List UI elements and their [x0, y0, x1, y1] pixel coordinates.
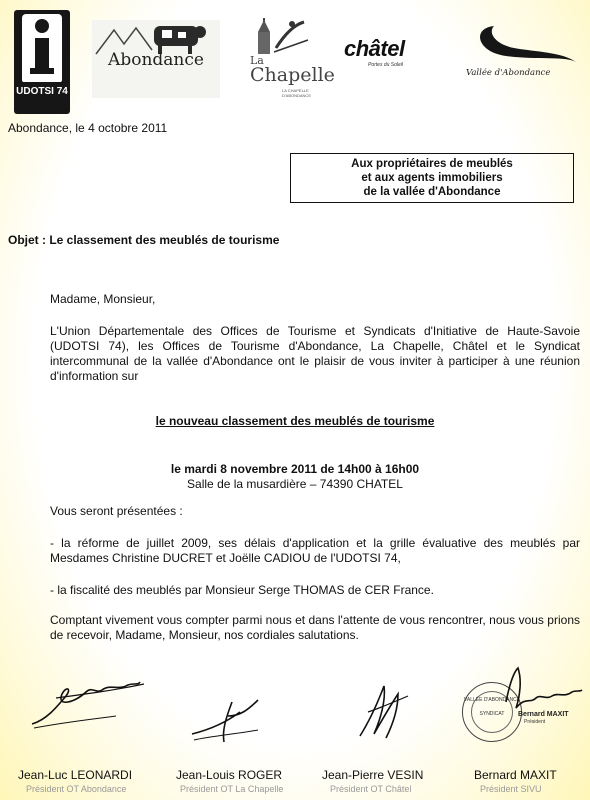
presentation-item: - la réforme de juillet 2009, ses délais d'application et la grille évaluative des meublés par Mesdames Christine DUCRET et Joëlle CADIOU de l'UDOTSI 74,: [50, 536, 580, 565]
info-i-icon: [22, 14, 62, 82]
signature-vesin: [350, 676, 420, 748]
signature-leonardi: [26, 668, 146, 748]
meeting-place: Salle de la musardière – 74390 CHATEL: [187, 477, 403, 491]
signatory-title: Président SIVU: [480, 784, 542, 794]
recipient-line: Aux propriétaires de meublés: [351, 158, 513, 170]
chatel-logo: [340, 36, 444, 76]
la-chapelle-logo-text: Chapelle: [250, 64, 335, 86]
abondance-logo-text: Abondance: [108, 50, 204, 70]
chatel-logo-sub: Portes du Soleil: [368, 62, 404, 68]
stamp-ring-text: VALLÉE D'ABONDANCE: [463, 697, 521, 703]
signatory-name: Jean-Luc LEONARDI: [18, 768, 133, 782]
signatory-title: Président OT La Chapelle: [180, 784, 284, 794]
signatory-name: Jean-Louis ROGER: [176, 768, 283, 782]
signatory-name: Jean-Pierre VESIN: [322, 768, 424, 782]
recipient-line: et aux agents immobiliers: [361, 172, 503, 184]
la-chapelle-logo-sub: LA CHAPELLE D'ABONDANCE: [282, 88, 311, 98]
la-chapelle-logo-la: La: [250, 54, 264, 67]
signatory-title: Président OT Abondance: [26, 784, 127, 794]
letter-subject: Objet : Le classement des meublés de tourisme: [8, 233, 280, 247]
abondance-logo: [92, 20, 220, 98]
signatory-title: Président OT Châtel: [330, 784, 412, 794]
recipient-line: de la vallée d'Abondance: [363, 186, 501, 198]
la-chapelle-logo: [246, 18, 336, 98]
stamp-signature-name: Bernard MAXIT: [518, 711, 569, 718]
meeting-topic: le nouveau classement des meublés de tourisme: [155, 414, 435, 428]
letter-salutation: Madame, Monsieur,: [50, 292, 156, 306]
signatory-name: Bernard MAXIT: [474, 768, 557, 782]
udotsi-logo-label: UDOTSI 74: [16, 86, 68, 97]
vallee-abondance-logo: [466, 22, 578, 82]
signature-roger: [188, 690, 268, 750]
swoosh-icon: [466, 22, 578, 68]
stamp-signature-title: Président: [524, 719, 546, 725]
chatel-logo-text: châtel: [344, 36, 405, 61]
letter-intro: L'Union Départementale des Offices de Tourisme et Syndicats d'Initiative de Haute-Savoie (UDOTSI 74), les Offices de Tourisme d'Abondance, La Chapelle, Châtel et le Syndicat intercommunal de la vallée d'Abondance ont le plaisir de vous inviter à participer à une réunion d'information sur: [50, 324, 580, 383]
letter-closing: Comptant vivement vous compter parmi nous et dans l'attente de vous rencontrer, nous vous prions de recevoir, Madame, Monsieur, nos cordiales salutations.: [50, 613, 580, 642]
signature-maxit: [500, 662, 584, 716]
church-skier-icon: [246, 18, 336, 58]
stamp-inner-text: SYNDICAT: [479, 711, 505, 717]
udotsi-logo: [14, 10, 70, 114]
presentation-item: - la fiscalité des meublés par Monsieur Serge THOMAS de CER France.: [50, 583, 434, 597]
vallee-abondance-logo-text: Vallée d'Abondance: [466, 68, 551, 78]
letter-date: Abondance, le 4 octobre 2011: [8, 121, 168, 135]
recipients-box: [290, 153, 574, 203]
meeting-date: le mardi 8 novembre 2011 de 14h00 à 16h00: [170, 462, 420, 476]
presented-heading: Vous seront présentées :: [50, 504, 183, 518]
